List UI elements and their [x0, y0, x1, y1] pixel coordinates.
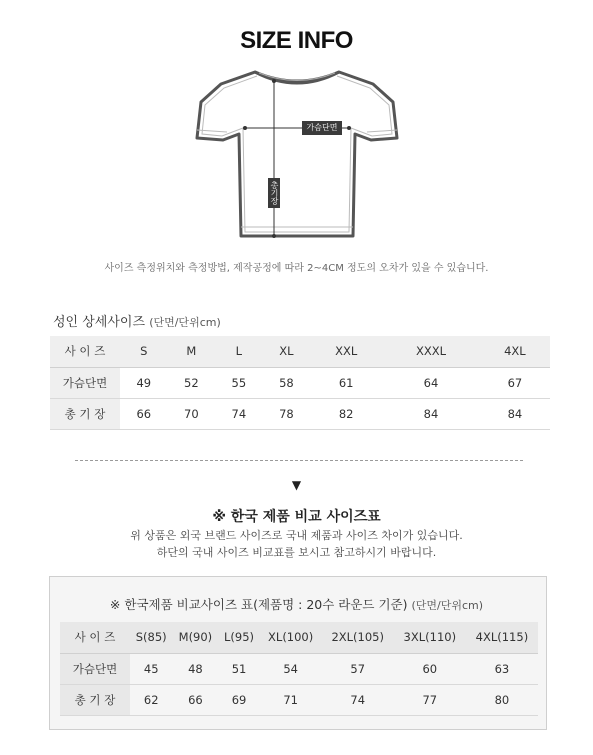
- row-label: 가슴단면: [60, 653, 130, 684]
- dashed-divider: [75, 460, 523, 461]
- table-row: [50, 398, 550, 429]
- table-cell: 45: [130, 653, 172, 684]
- header-cell: 사 이 즈: [50, 336, 120, 367]
- header-cell: M(90): [172, 622, 218, 653]
- chest-measure-label: 가슴단면: [302, 121, 342, 135]
- header-cell: 3XL(110): [394, 622, 466, 653]
- header-cell: XL: [263, 336, 311, 367]
- length-measure-label: 총기장: [268, 178, 280, 208]
- table-cell: 60: [394, 653, 466, 684]
- korean-table-heading: ※ 한국제품 비교사이즈 표(제품명 : 20수 라운드 기준): [109, 597, 408, 612]
- table-cell: 66: [172, 684, 218, 715]
- adult-size-unit: (단면/단위cm): [149, 316, 221, 329]
- korean-size-table: [60, 622, 538, 716]
- adult-size-title: [53, 311, 221, 330]
- table-cell: 61: [310, 367, 382, 398]
- table-cell: 82: [310, 398, 382, 429]
- table-cell: 63: [466, 653, 538, 684]
- table-row: [60, 653, 538, 684]
- table-cell: 74: [322, 684, 394, 715]
- adult-size-heading: 성인 상세사이즈: [53, 315, 146, 330]
- header-cell: 사 이 즈: [60, 622, 130, 653]
- korean-table-unit: (단면/단위cm): [411, 599, 484, 612]
- header-cell: S: [120, 336, 168, 367]
- table-row: [60, 684, 538, 715]
- table-cell: 51: [218, 653, 259, 684]
- table-cell: 52: [168, 367, 216, 398]
- table-cell: 55: [215, 367, 263, 398]
- header-cell: 4XL: [480, 336, 550, 367]
- row-label: 총 기 장: [50, 398, 120, 429]
- table-cell: 57: [322, 653, 394, 684]
- table-cell: 74: [215, 398, 263, 429]
- tshirt-diagram: [193, 64, 401, 244]
- table-cell: 71: [260, 684, 322, 715]
- header-cell: XXXL: [382, 336, 480, 367]
- table-cell: 49: [120, 367, 168, 398]
- row-label: 총 기 장: [60, 684, 130, 715]
- down-arrow-icon: ▼: [291, 478, 302, 492]
- table-header-row: [60, 622, 538, 653]
- table-cell: 69: [218, 684, 259, 715]
- measurement-note: 사이즈 측정위치와 측정방법, 제작공정에 따라 2~4CM 정도의 오차가 있을 수 있습니다.: [104, 263, 489, 274]
- page-title: SIZE INFO: [240, 27, 353, 54]
- header-cell: L: [215, 336, 263, 367]
- table-cell: 84: [382, 398, 480, 429]
- table-cell: 48: [172, 653, 218, 684]
- table-cell: 62: [130, 684, 172, 715]
- header-cell: M: [168, 336, 216, 367]
- table-cell: 80: [466, 684, 538, 715]
- table-cell: 77: [394, 684, 466, 715]
- header-cell: XXL: [310, 336, 382, 367]
- table-cell: 67: [480, 367, 550, 398]
- table-header-row: [50, 336, 550, 367]
- korean-table-title: [0, 595, 593, 613]
- desc-line-2: 하단의 국내 사이즈 비교표를 보시고 참고하시기 바랍니다.: [156, 546, 437, 559]
- table-row: [50, 367, 550, 398]
- table-cell: 58: [263, 367, 311, 398]
- table-cell: 64: [382, 367, 480, 398]
- row-label: 가슴단면: [50, 367, 120, 398]
- table-cell: 78: [263, 398, 311, 429]
- header-cell: S(85): [130, 622, 172, 653]
- table-cell: 70: [168, 398, 216, 429]
- table-cell: 54: [260, 653, 322, 684]
- korean-compare-desc: [0, 527, 593, 561]
- table-cell: 66: [120, 398, 168, 429]
- table-cell: 84: [480, 398, 550, 429]
- adult-size-table: [50, 336, 550, 430]
- header-cell: L(95): [218, 622, 259, 653]
- header-cell: 4XL(115): [466, 622, 538, 653]
- korean-compare-title: ※ 한국 제품 비교 사이즈표: [212, 509, 381, 525]
- header-cell: 2XL(105): [322, 622, 394, 653]
- desc-line-1: 위 상품은 외국 브랜드 사이즈로 국내 제품과 사이즈 차이가 있습니다.: [130, 529, 463, 542]
- header-cell: XL(100): [260, 622, 322, 653]
